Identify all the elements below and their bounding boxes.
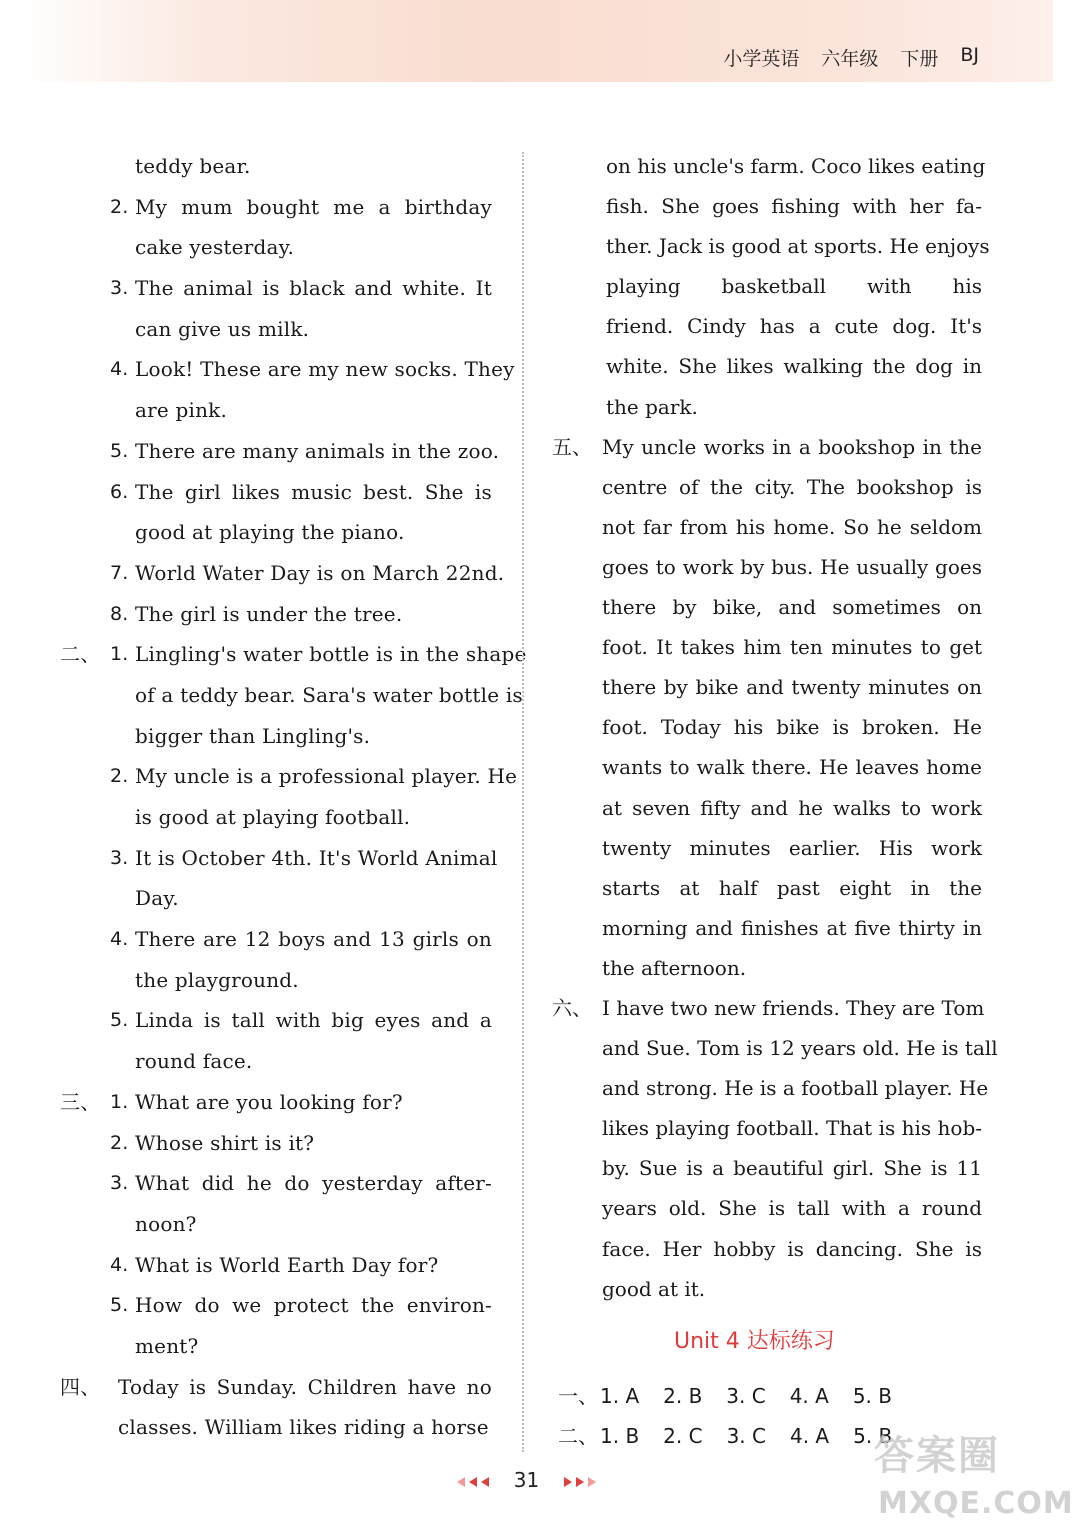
line-text: there by bike and twenty minutes on	[602, 675, 982, 700]
text-line	[60, 1367, 492, 1408]
text-line	[60, 675, 523, 716]
line-text: good at it.	[602, 1276, 706, 1301]
line-text: There are many animals in the zoo.	[135, 438, 500, 463]
line-text: foot. Today his bike is broken. He	[602, 715, 982, 740]
text-line	[60, 716, 492, 757]
text-line	[60, 1123, 492, 1164]
text-line	[60, 1163, 492, 1204]
item-number: 6.	[110, 480, 129, 503]
watermark-en: MXQE.COM	[878, 1486, 1074, 1521]
line-text: not far from his home. So he seldom	[602, 514, 982, 539]
unit-title: Unit 4 达标练习	[674, 1329, 835, 1354]
line-text: What is World Earth Day for?	[135, 1252, 439, 1277]
item-number: 2.	[110, 765, 129, 788]
answer-item: 2. B	[663, 1384, 703, 1408]
line-text: How do we protect the environ-	[135, 1293, 492, 1318]
line-text: Linda is tall with big eyes and a	[135, 1008, 492, 1033]
text-line	[552, 146, 986, 186]
text-line	[552, 788, 982, 828]
text-line	[60, 919, 492, 960]
arrow-right-icon	[576, 1477, 584, 1487]
text-line	[552, 507, 982, 547]
answer-row	[558, 1420, 916, 1449]
line-text: the playground.	[135, 967, 299, 992]
header-info	[723, 44, 979, 71]
arrow-left-icon	[457, 1477, 465, 1487]
text-line	[552, 1148, 982, 1188]
page-number: 31	[513, 1468, 540, 1492]
text-line	[552, 627, 982, 667]
line-text: It is October 4th. It's World Animal	[135, 845, 498, 870]
line-text: ment?	[135, 1333, 199, 1358]
item-number: 5.	[110, 439, 129, 462]
section-marker: 四、	[60, 1374, 101, 1399]
text-line	[552, 427, 982, 467]
text-line	[552, 1068, 989, 1108]
line-text: twenty minutes earlier. His work	[602, 835, 982, 860]
section-marker: 二、	[60, 642, 101, 667]
text-line	[60, 634, 527, 675]
text-line	[60, 878, 492, 919]
line-text: There are 12 boys and 13 girls on	[135, 927, 492, 952]
text-line	[552, 948, 982, 988]
text-line	[552, 226, 990, 266]
line-text: World Water Day is on March 22nd.	[135, 560, 505, 585]
text-line	[60, 187, 492, 228]
line-text: wants to walk there. He leaves home	[602, 755, 982, 780]
text-line	[60, 1082, 492, 1123]
arrow-left-icon	[469, 1477, 477, 1487]
line-text: ther. Jack is good at sports. He enjoys	[606, 234, 990, 259]
line-text: I have two new friends. They are Tom	[602, 995, 985, 1020]
text-line	[552, 1229, 982, 1269]
item-number: 5.	[110, 1294, 129, 1317]
line-text: My uncle works in a bookshop in the	[602, 434, 982, 459]
line-text: of a teddy bear. Sara's water bottle is	[135, 682, 523, 707]
section-marker: 三、	[60, 1089, 101, 1114]
line-text: on his uncle's farm. Coco likes eating	[606, 154, 986, 178]
text-line	[60, 268, 492, 309]
section-marker: 五、	[552, 434, 592, 459]
arrow-left-icon	[481, 1477, 489, 1487]
text-line	[60, 390, 492, 431]
text-line	[552, 667, 982, 707]
text-line	[60, 512, 492, 553]
answer-item: 1. B	[600, 1424, 640, 1448]
answer-row	[558, 1380, 916, 1409]
item-number: 1.	[110, 643, 129, 666]
item-number: 4.	[110, 1253, 129, 1276]
answer-item: 4. A	[789, 1384, 829, 1408]
text-line	[60, 431, 500, 472]
text-line	[552, 186, 982, 226]
line-text: cake yesterday.	[135, 235, 294, 260]
section-marker: 二、	[558, 1424, 598, 1448]
line-text: the park.	[606, 394, 698, 419]
line-text: are pink.	[135, 398, 228, 423]
text-line	[60, 797, 492, 838]
right-column	[552, 146, 998, 1309]
line-text: bigger than Lingling's.	[135, 723, 371, 748]
text-line	[552, 306, 982, 346]
line-text: The girl likes music best. She is	[135, 479, 492, 504]
line-text: The girl is under the tree.	[135, 601, 403, 626]
text-line	[60, 1285, 492, 1326]
item-number: 2.	[110, 195, 129, 218]
line-text: Lingling's water bottle is in the shape	[135, 642, 527, 667]
left-column	[60, 146, 527, 1448]
line-text: friend. Cindy has a cute dog. It's	[606, 314, 982, 339]
text-line	[552, 467, 982, 507]
line-text: My uncle is a professional player. He	[135, 764, 518, 789]
text-line	[552, 1269, 982, 1309]
line-text: noon?	[135, 1211, 197, 1236]
text-line	[552, 1188, 982, 1228]
line-text: face. Her hobby is dancing. She is	[602, 1236, 982, 1261]
line-text: morning and finishes at five thirty in	[602, 915, 982, 940]
line-text: and strong. He is a football player. He	[602, 1076, 989, 1101]
text-line	[60, 553, 505, 594]
line-text: at seven fifty and he walks to work	[602, 795, 982, 820]
answer-item: 3. C	[726, 1424, 766, 1448]
arrow-right-icon	[564, 1477, 572, 1487]
text-line	[552, 908, 982, 948]
text-line	[552, 587, 982, 627]
text-line	[552, 547, 982, 587]
text-line	[552, 828, 982, 868]
text-line	[60, 594, 492, 635]
item-number: 7.	[110, 561, 129, 584]
line-text: white. She likes walking the dog in	[606, 354, 982, 379]
line-text: is good at playing football.	[135, 805, 411, 829]
text-line	[60, 1204, 492, 1245]
line-text: centre of the city. The bookshop is	[602, 474, 982, 499]
item-number: 8.	[110, 602, 129, 625]
item-number: 4.	[110, 358, 129, 381]
line-text: playing basketball with his	[606, 274, 982, 299]
watermark-cn: 答案圈	[874, 1433, 1000, 1479]
header-edition: BJ	[960, 44, 979, 66]
line-text: What did he do yesterday after-	[135, 1171, 492, 1196]
text-line	[552, 707, 982, 747]
line-text: and Sue. Tom is 12 years old. He is tall	[602, 1036, 998, 1061]
line-text: can give us milk.	[135, 316, 310, 341]
answer-item: 5. B	[852, 1384, 892, 1408]
line-text: foot. It takes him ten minutes to get	[602, 635, 982, 660]
section-marker: 一、	[558, 1384, 598, 1408]
line-text: the afternoon.	[602, 955, 747, 980]
text-line	[552, 266, 982, 306]
line-text: What are you looking for?	[135, 1089, 403, 1114]
line-text: there by bike, and sometimes on	[602, 595, 982, 620]
item-number: 3.	[110, 277, 129, 300]
header-volume: 下册	[900, 48, 939, 70]
line-text: Whose shirt is it?	[135, 1130, 315, 1155]
text-line	[552, 346, 982, 386]
text-line	[60, 1000, 492, 1041]
line-text: likes playing football. That is his hob-	[602, 1116, 982, 1141]
line-text: Today is Sunday. Children have no	[118, 1374, 492, 1399]
column-divider	[522, 152, 524, 1452]
answer-item: 3. C	[726, 1384, 766, 1408]
line-text: My mum bought me a birthday	[135, 194, 492, 219]
line-text: Day.	[135, 886, 179, 911]
text-line	[60, 1326, 492, 1367]
header-subject: 小学英语	[723, 48, 800, 70]
text-line	[60, 1041, 492, 1082]
answer-item: 4. A	[789, 1424, 830, 1448]
line-text: The animal is black and white. It	[135, 276, 492, 301]
line-text: by. Sue is a beautiful girl. She is 11	[602, 1156, 982, 1181]
line-text: good at playing the piano.	[135, 520, 405, 545]
text-line	[60, 472, 492, 513]
text-line	[60, 349, 515, 390]
item-number: 1.	[110, 1090, 129, 1113]
text-line	[552, 1108, 982, 1148]
text-line	[552, 868, 982, 908]
line-text: years old. She is tall with a round	[602, 1196, 982, 1221]
text-line	[60, 146, 492, 187]
item-number: 3.	[110, 1172, 129, 1195]
arrow-right-icon	[588, 1477, 596, 1487]
text-line	[552, 387, 982, 427]
text-line	[552, 747, 982, 787]
text-line	[60, 1407, 492, 1448]
text-line	[60, 960, 492, 1001]
answer-item: 1. A	[600, 1384, 640, 1408]
line-text: fish. She goes fishing with her fa-	[606, 194, 982, 219]
section-marker: 六、	[552, 995, 592, 1020]
item-number: 5.	[110, 1009, 129, 1032]
text-line	[552, 988, 985, 1028]
watermark-logo	[870, 1420, 1074, 1530]
line-text: round face.	[135, 1049, 253, 1074]
text-line	[60, 1245, 492, 1286]
item-number: 3.	[110, 846, 129, 869]
header-grade: 六年级	[821, 48, 879, 70]
line-text: classes. William likes riding a horse	[118, 1415, 489, 1440]
answer-item: 5. B	[853, 1424, 893, 1448]
text-line	[60, 838, 498, 879]
text-line	[60, 309, 492, 350]
text-line	[60, 227, 492, 268]
line-text: teddy bear.	[135, 154, 251, 178]
item-number: 2.	[110, 1131, 129, 1154]
line-text: goes to work by bus. He usually goes	[602, 554, 982, 579]
answer-item: 2. C	[663, 1424, 703, 1448]
line-text: starts at half past eight in the	[602, 875, 982, 900]
text-line	[60, 756, 518, 797]
item-number: 4.	[110, 928, 129, 951]
text-line	[552, 1028, 998, 1068]
line-text: Look! These are my new socks. They	[135, 357, 515, 382]
